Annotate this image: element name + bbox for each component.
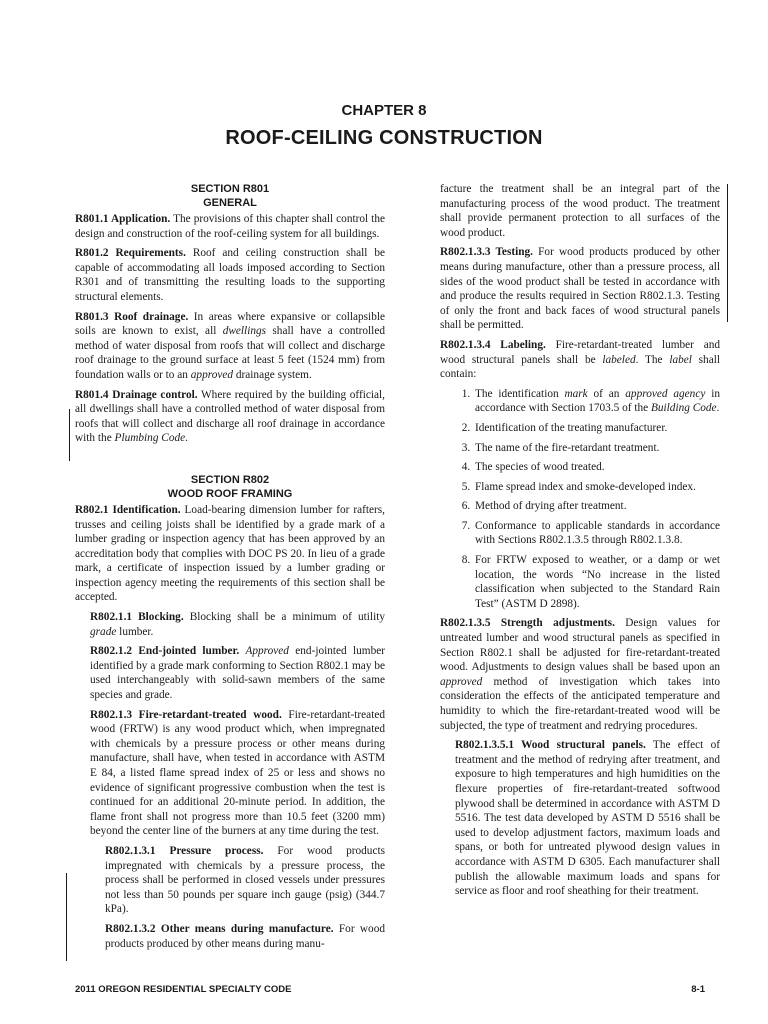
list-item: 6. Method of drying after treatment. — [473, 499, 720, 514]
list-item: 8. For FRTW exposed to weather, or a damp or wet location, the words “No increase in the listed classification when subjected to the Standard Rain Test” (ASTM D 2898). — [473, 553, 720, 611]
paragraph-r802-1-3-5: R802.1.3.5 Strength adjustments. Design values for untreated lumber and wood structural panels as specified in Section R802.1 shall be adjusted for fire-retardant-treated wood. Adjustments to design values shall be based upon an approved method of investigation which takes into consideration the effects of the anticipated temperature and humidity to which the fire-retardant-treated wood will be subjected, the type of treatment and redrying procedures. — [440, 617, 720, 732]
paragraph-r802-1-2: R802.1.2 End-jointed lumber. Approved end-jointed lumber identified by a grade mark conforming to Section R802.1 may be used interchangeably with solid-sawn members of the same species and grade. — [90, 645, 385, 702]
paragraph-continuation: facture the treatment shall be an integral part of the manufacturing process of the wood product. The treatment shall provide permanent protection to all surfaces of the wood product. — [440, 183, 720, 239]
paragraph-r802-1-3-2: R802.1.3.2 Other means during manufacture. For wood products produced by other means during manu- — [105, 922, 385, 950]
paragraph-r802-1-3-4: R802.1.3.4 Labeling. Fire-retardant-treated lumber and wood structural panels shall be labeled. The label shall contain: — [440, 338, 721, 381]
list-item: 5. Flame spread index and smoke-developed index. — [473, 480, 720, 495]
section-subheading: GENERAL — [203, 197, 257, 209]
chapter-number: CHAPTER 8 — [341, 102, 427, 119]
section-heading: SECTION R801 — [190, 183, 270, 195]
footer-code-title: 2011 OREGON RESIDENTIAL SPECIALTY CODE — [75, 984, 292, 995]
paragraph-r801-2: R801.2 Requirements. Roof and ceiling construction shall be capable of accommodating all loads imposed according to Section R301 and of transmitting the resulting loads to the supporting structural elements. — [75, 247, 385, 303]
right-column — [440, 182, 720, 904]
change-bar — [66, 873, 67, 961]
page-footer — [75, 984, 705, 995]
paragraph-r802-1-3-1: R802.1.3.1 Pressure process. For wood products impregnated with chemicals by a pressure process, the process shall be performed in closed vessels under pressures not less than 50 pounds per square inch gauge (psig) (344.7 kPa). — [105, 844, 385, 916]
paragraph-r802-1-3-3: R802.1.3.3 Testing. For wood products produced by other means during manufacture, other than a pressure process, all sides of the wood product shall be tested in accordance with and produce the results required in Section R802.1.3. Testing of only the front and back faces of wood structural panels shall be permitted. — [440, 246, 720, 332]
paragraph-r802-1: R802.1 Identification. Load-bearing dimension lumber for rafters, trusses and ceiling joists shall be identified by a grade mark of a lumber grading or inspection agency that has been approved by an accreditation body that complies with DOC PS 20. In lieu of a grade mark, a certificate of inspection issued by a lumber grading or inspection agency meeting the requirements of this section shall be accepted. — [75, 503, 385, 604]
label-requirements-list — [440, 387, 720, 612]
paragraph-r802-1-3-5-1: R802.1.3.5.1 Wood structural panels. The effect of treatment and the method of redrying after treatment, and exposure to high temperatures and high humidities on the flexure properties of fire-retardant-treated softwood plywood shall be determined in accordance with ASTM D 5516. The test data developed by ASTM D 5516 shall be used to develop adjustment factors, maximum loads and spans, or both for untreated plywood design values in accordance with ASTM D 6305. Each manufacturer shall publish the allowable maximum loads and spans for service as floor and roof sheathing for their treatment. — [455, 739, 721, 898]
paragraph-r802-1-3: R802.1.3 Fire-retardant-treated wood. Fire-retardant-treated wood (FRTW) is any wood product which, when impregnated with chemicals by a pressure process or other means during manufacture, shall have, when tested in accordance with ASTM E 84, a listed flame spread index of 25 or less and shows no evidence of significant progressive combustion when the test is continued for an additional 20-minute period. In addition, the flame front shall not progress more than 10.5 feet (3200 mm) beyond the center line of the burners at any time during the test. — [90, 708, 385, 838]
change-bar — [69, 409, 70, 461]
left-column — [75, 182, 385, 956]
list-item: 1. The identification mark of an approved agency in accordance with Section 1703.5 of the Building Code. — [473, 387, 720, 416]
list-item: 7. Conformance to applicable standards in accordance with Sections R802.1.3.5 through R802.1.3.8. — [473, 519, 720, 548]
change-bar — [727, 184, 728, 322]
paragraph-r802-1-1: R802.1.1 Blocking. Blocking shall be a minimum of utility grade lumber. — [90, 611, 385, 638]
paragraph-r801-3: R801.3 Roof drainage. In areas where expansive or collapsible soils are known to exist, all dwellings shall have a controlled method of water disposal from roofs that will collect and discharge roof drainage to the ground surface at least 5 feet (1524 mm) from foundation walls or to an approved drainage system. — [75, 310, 385, 381]
list-item: 4. The species of wood treated. — [473, 460, 720, 475]
paragraph-r801-1: R801.1 Application. The provisions of this chapter shall control the design and construction of the roof-ceiling system for all buildings. — [75, 213, 385, 240]
list-item: 3. The name of the fire-retardant treatment. — [473, 441, 720, 456]
section-subheading: WOOD ROOF FRAMING — [167, 487, 293, 500]
page-number: 8-1 — [691, 984, 705, 995]
chapter-title: ROOF-CEILING CONSTRUCTION — [225, 127, 543, 149]
paragraph-r801-4: R801.4 Drainage control. Where required by the building official, all dwellings shall have a controlled method of water disposal from roofs that will collect and discharge all roof drainage in accordance with the Plumbing Code. — [75, 388, 385, 445]
section-heading: SECTION R802 — [190, 473, 270, 486]
list-item: 2. Identification of the treating manufacturer. — [473, 421, 720, 436]
